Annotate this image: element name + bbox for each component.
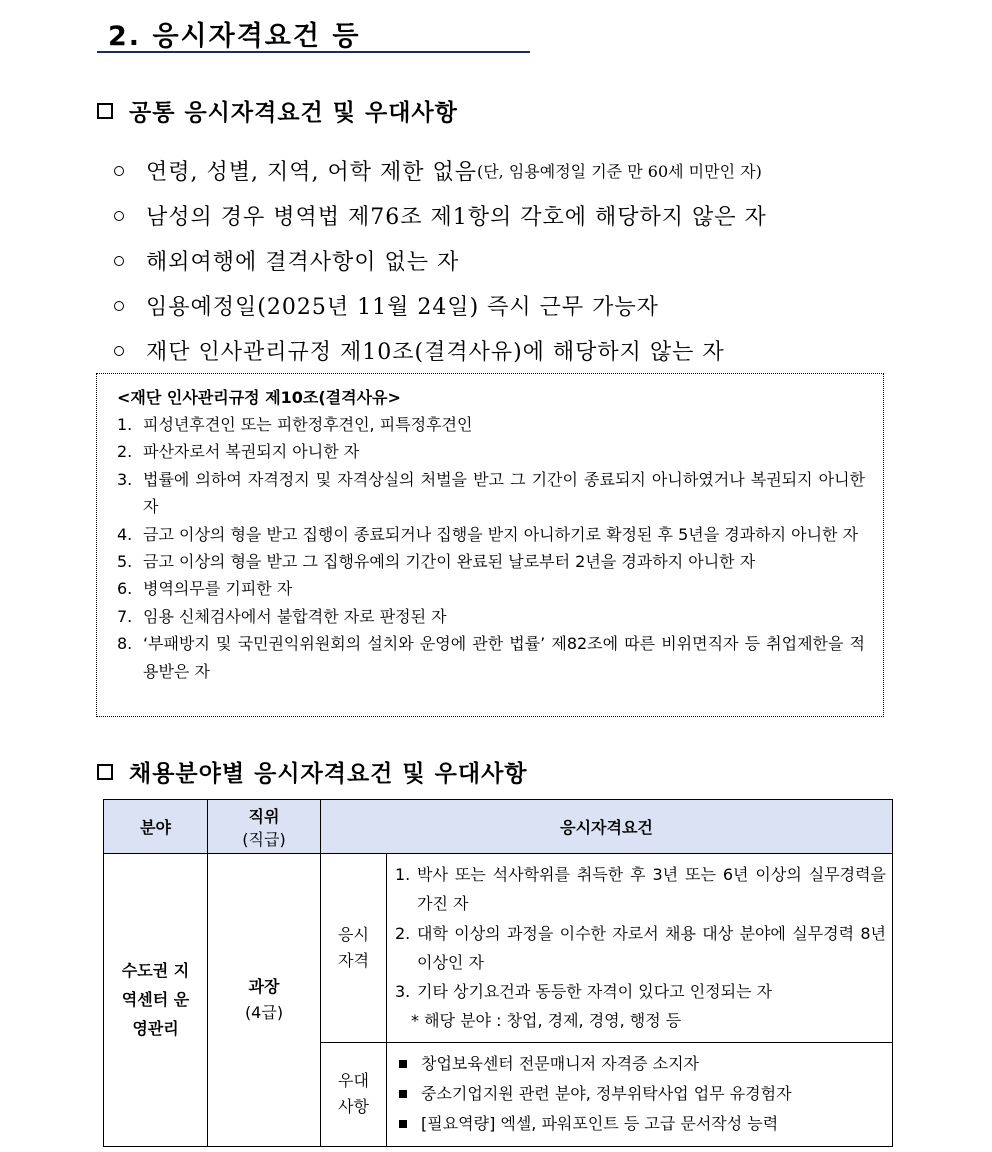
item-text: 금고 이상의 형을 받고 집행이 종료되거나 집행을 받지 아니하기로 확정된 후 5년을 경과하지 아니한 자: [143, 524, 859, 544]
square-bullet-icon: [399, 1060, 407, 1068]
list-item: [395, 977, 886, 1006]
preference-label: 우대 사항: [338, 1071, 369, 1117]
list-item: [117, 603, 865, 630]
list-item: [397, 1079, 886, 1109]
item-text: 대학 이상의 과정을 이수한 자로서 채용 대상 분야에 실무경력 8년 이상인 자: [417, 923, 886, 972]
position-grade: (4급): [244, 1002, 284, 1022]
circle-bullet-icon: [114, 346, 124, 356]
table-row: [104, 854, 893, 1043]
list-item: [112, 238, 767, 283]
list-item: [397, 1109, 886, 1139]
list-item: [112, 328, 767, 373]
requirement-text: 연령, 성별, 지역, 어학 제한 없음: [146, 160, 477, 185]
common-section-heading-text: 공통 응시자격요건 및 우대사항: [129, 100, 458, 126]
item-number: 2.: [395, 923, 411, 943]
list-item: [117, 411, 865, 438]
requirement-text: 남성의 경우 병역법 제76조 제1항의 각호에 해당하지 않은 자: [146, 205, 767, 230]
square-bullet-icon: [399, 1120, 407, 1128]
circle-bullet-icon: [114, 166, 124, 176]
item-text: 기타 상기요건과 동등한 자격이 있다고 인정되는 자: [417, 982, 773, 1002]
preference-label-cell: [321, 1042, 387, 1146]
list-item: [117, 466, 865, 521]
requirements-table: [103, 799, 893, 1147]
qualification-label: 응시 자격: [338, 924, 369, 970]
list-item: [117, 521, 865, 548]
preference-cell: [387, 1042, 893, 1146]
list-item: [117, 438, 865, 465]
item-text: 임용 신체검사에서 불합격한 자로 판정된 자: [143, 606, 447, 626]
item-text: 박사 또는 석사학위를 취득한 후 3년 또는 6년 이상의 실무경력을 가진 자: [417, 865, 886, 914]
header-position: [208, 800, 321, 854]
title-underline: [97, 51, 530, 53]
preference-text: [필요역량] 엑셀, 파워포인트 등 고급 문서작성 능력: [421, 1114, 779, 1134]
qualification-label-cell: [321, 854, 387, 1043]
square-bullet-icon: [399, 1090, 407, 1098]
requirement-note: (단, 임용예정일 기준 만 60세 미만인 자): [476, 162, 762, 181]
item-text: 금고 이상의 형을 받고 그 집행유예의 기간이 완료된 날로부터 2년을 경과하지 아니한 자: [143, 552, 756, 572]
list-item: [117, 630, 865, 685]
item-text: 파산자로서 복권되지 아니한 자: [143, 442, 360, 462]
item-number: 4.: [117, 524, 133, 544]
checkbox-square-icon: [97, 103, 113, 119]
list-item: [395, 860, 886, 919]
header-field: 분야: [104, 800, 208, 854]
disqualification-list: [117, 411, 865, 685]
item-number: 1.: [395, 865, 411, 884]
qualification-list: [387, 854, 892, 1042]
table-header-row: [104, 800, 893, 854]
item-number: 1.: [117, 415, 133, 434]
list-item: [112, 193, 767, 238]
preference-text: 창업보육센터 전문매니저 자격증 소지자: [421, 1054, 700, 1074]
position-cell: [208, 854, 321, 1147]
field-cell: [104, 854, 208, 1147]
field-name: 수도권 지역센터 운영관리: [121, 961, 190, 1039]
item-text: ‘부패방지 및 국민권익위원회의 설치와 운영에 관한 법률’ 제82조에 따른 비위면직자 등 취업제한을 적용받은 자: [143, 634, 865, 681]
checkbox-square-icon: [97, 764, 113, 780]
item-number: 5.: [117, 552, 133, 572]
requirement-text: 임용예정일(2025년 11월 24일) 즉시 근무 가능자: [146, 295, 659, 320]
item-text: 법률에 의하여 자격정지 및 자격상실의 처벌을 받고 그 기간이 종료되지 아니하였거나 복권되지 아니한 자: [143, 469, 865, 517]
requirement-text: 해외여행에 결격사항이 없는 자: [146, 250, 460, 275]
item-number: 3.: [117, 469, 133, 489]
list-item: [112, 283, 767, 328]
item-number: 3.: [395, 982, 411, 1002]
qualification-cell: [387, 854, 893, 1043]
preference-text: 중소기업지원 관련 분야, 정부위탁사업 업무 유경험자: [421, 1084, 792, 1104]
item-number: 6.: [117, 579, 133, 599]
common-requirements-list: [112, 148, 767, 373]
list-item: [117, 548, 865, 575]
page-title: 2. 응시자격요건 등: [108, 21, 361, 52]
qualification-note: * 해당 분야 : 창업, 경제, 경영, 행정 등: [411, 1011, 682, 1031]
disqualification-box: [96, 373, 884, 717]
header-position-label: 직위: [248, 806, 280, 826]
preference-list: [387, 1045, 892, 1143]
requirement-text: 재단 인사관리규정 제10조(결격사유)에 해당하지 않는 자: [146, 340, 725, 365]
item-number: 2.: [117, 442, 133, 462]
common-section-heading: [97, 94, 458, 127]
item-number: 7.: [117, 606, 133, 626]
header-position-sub: (직급): [242, 829, 286, 849]
list-item: [397, 1049, 886, 1079]
item-number: 8.: [117, 634, 133, 654]
circle-bullet-icon: [114, 301, 124, 311]
circle-bullet-icon: [114, 211, 124, 221]
position-name: 과장: [248, 976, 280, 996]
circle-bullet-icon: [114, 256, 124, 266]
header-requirements: 응시자격요건: [321, 800, 893, 854]
item-text: 병역의무를 기피한 자: [143, 579, 293, 599]
field-section-heading-text: 채용분야별 응시자격요건 및 우대사항: [129, 761, 528, 787]
disqualification-box-title: <재단 인사관리규정 제10조(결격사유>: [117, 388, 401, 407]
list-item: [112, 148, 767, 193]
field-section-heading: [97, 755, 528, 788]
list-item: [117, 575, 865, 602]
list-item: [395, 919, 886, 978]
item-text: 피성년후견인 또는 피한정후견인, 피특정후견인: [143, 415, 473, 434]
